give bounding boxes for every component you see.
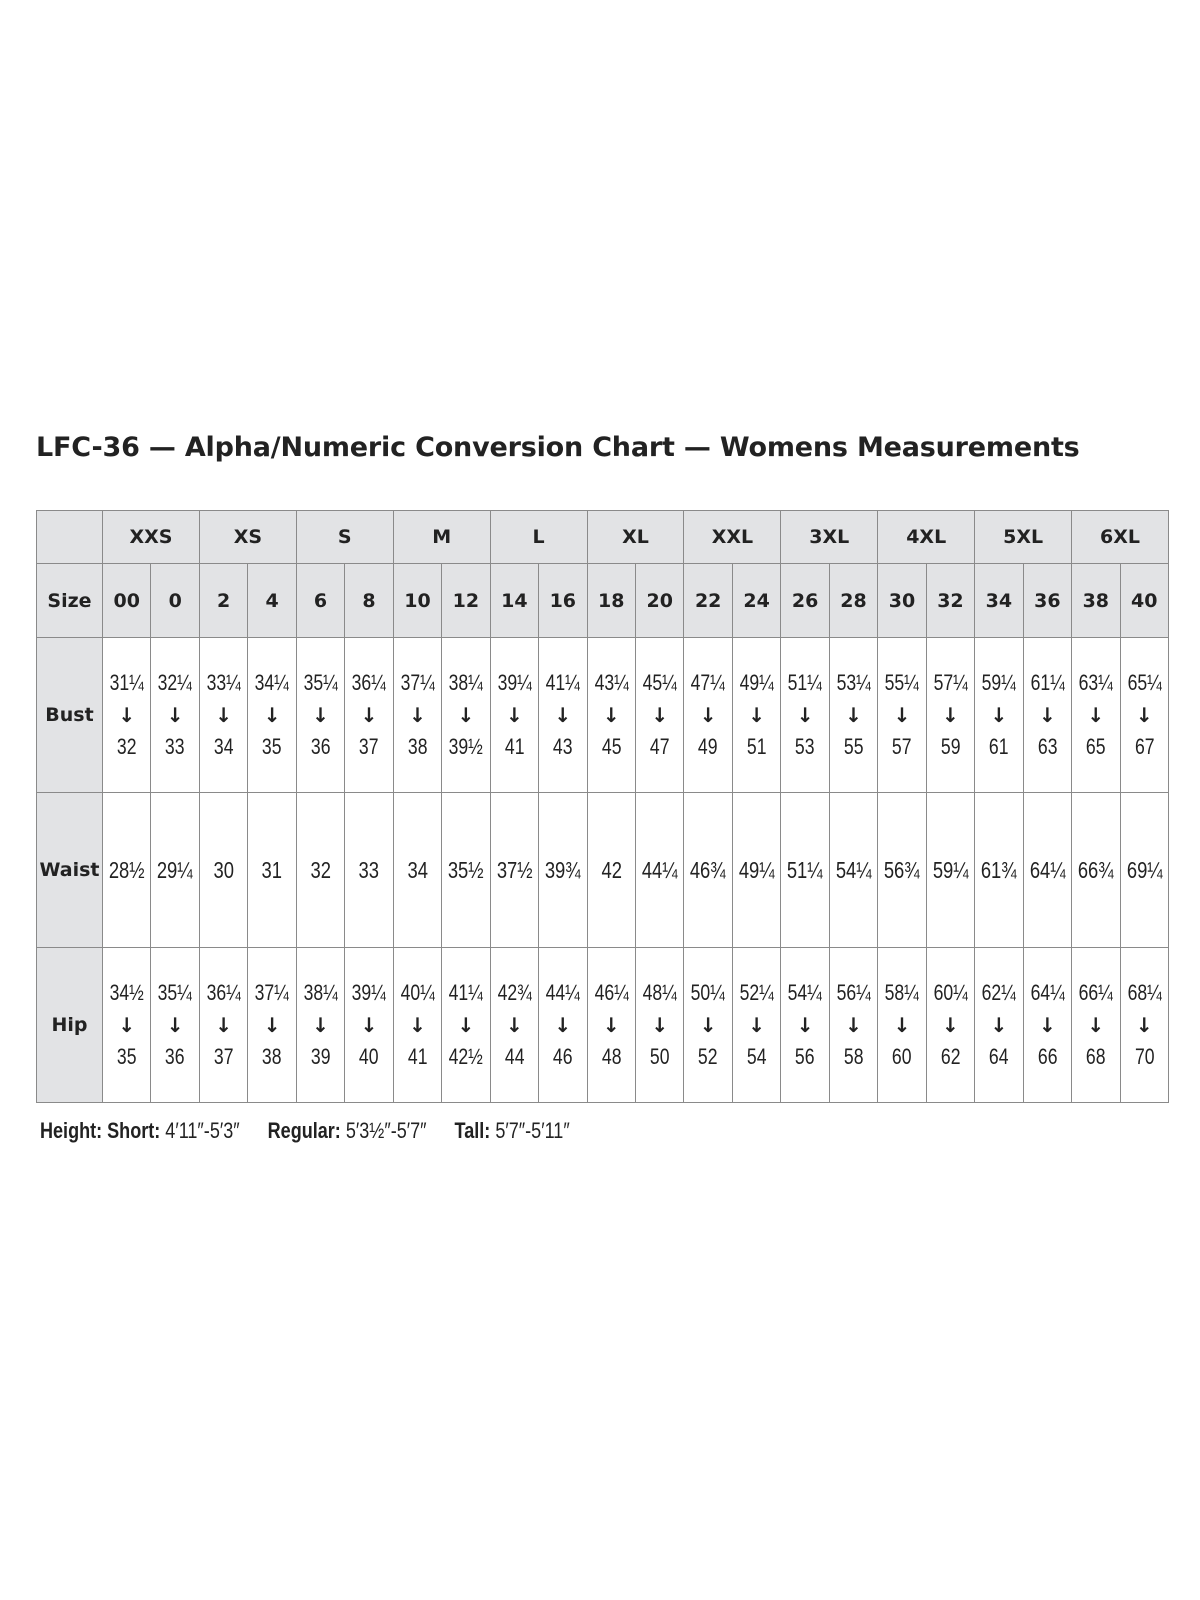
numeric-size-cell: 30 (878, 564, 926, 638)
down-arrow-icon: ↓ (215, 703, 233, 727)
waist-value: 54¼ (835, 857, 872, 883)
chart-title: LFC-36 — Alpha/Numeric Conversion Chart — Womens Measurements (36, 432, 1080, 463)
hip-cell-from: 36¼ (206, 980, 241, 1005)
bust-cell-to: 38 (407, 734, 428, 759)
hip-cell-to: 41 (407, 1044, 428, 1069)
hip-cell-from: 46¼ (594, 980, 629, 1005)
height-tall-label: Tall: (454, 1118, 491, 1143)
alpha-size-cell: 6XL (1072, 511, 1169, 564)
hip-cell (296, 948, 344, 1103)
numeric-size-cell: 14 (490, 564, 538, 638)
bust-cell (781, 638, 829, 793)
bust-cell-to: 55 (843, 734, 864, 759)
down-arrow-icon: ↓ (796, 703, 814, 727)
hip-cell (635, 948, 683, 1103)
waist-cell (151, 793, 199, 948)
bust-cell (878, 638, 926, 793)
hip-cell-from: 52¼ (739, 980, 774, 1005)
bust-cell (587, 638, 635, 793)
hip-cell (345, 948, 393, 1103)
down-arrow-icon: ↓ (360, 1013, 378, 1037)
numeric-size-cell: 36 (1023, 564, 1071, 638)
alpha-size-row (37, 511, 1169, 564)
down-arrow-icon: ↓ (118, 703, 136, 727)
waist-value: 56¾ (884, 857, 920, 883)
height-legend (40, 1118, 570, 1144)
waist-cell (539, 793, 587, 948)
down-arrow-icon: ↓ (796, 1013, 814, 1037)
bust-row (37, 638, 1169, 793)
size-row-label: Size (37, 564, 103, 638)
hip-cell-from: 41¼ (448, 980, 484, 1005)
down-arrow-icon: ↓ (166, 1013, 184, 1037)
bust-cell (539, 638, 587, 793)
waist-cell (393, 793, 441, 948)
down-arrow-icon: ↓ (893, 703, 911, 727)
hip-cell-from: 40¼ (400, 980, 435, 1005)
bust-cell-to: 61 (989, 734, 1009, 759)
numeric-size-cell: 38 (1072, 564, 1120, 638)
down-arrow-icon: ↓ (312, 1013, 329, 1037)
hip-cell (878, 948, 926, 1103)
waist-row (37, 793, 1169, 948)
waist-row-label: Waist (37, 793, 103, 948)
waist-cell (490, 793, 538, 948)
down-arrow-icon: ↓ (118, 1013, 136, 1037)
hip-cell-to: 60 (892, 1044, 912, 1069)
bust-cell-to: 36 (310, 734, 331, 759)
down-arrow-icon: ↓ (942, 1013, 959, 1037)
bust-cell (151, 638, 199, 793)
hip-cell (393, 948, 441, 1103)
bust-cell-to: 49 (698, 734, 718, 759)
bust-cell-from: 63¼ (1078, 670, 1113, 695)
hip-cell-from: 39¼ (351, 980, 387, 1005)
hip-cell (975, 948, 1023, 1103)
down-arrow-icon: ↓ (1087, 703, 1105, 727)
waist-value: 37½ (496, 857, 533, 883)
waist-cell (635, 793, 683, 948)
bust-cell-to: 51 (746, 734, 767, 759)
numeric-size-cell: 20 (635, 564, 683, 638)
hip-cell (151, 948, 199, 1103)
hip-cell-to: 56 (795, 1044, 815, 1069)
hip-cell (199, 948, 247, 1103)
bust-cell-from: 47¼ (691, 670, 726, 695)
waist-cell (1120, 793, 1168, 948)
hip-cell (587, 948, 635, 1103)
waist-cell (684, 793, 732, 948)
waist-value: 35½ (447, 857, 484, 883)
bust-cell-to: 32 (116, 734, 137, 759)
hip-cell-to: 58 (843, 1044, 864, 1069)
hip-cell (490, 948, 538, 1103)
height-regular-label: Regular: (267, 1118, 341, 1143)
numeric-size-cell: 24 (732, 564, 780, 638)
hip-row-label: Hip (37, 948, 103, 1103)
waist-value: 49¼ (738, 857, 775, 883)
waist-cell (926, 793, 974, 948)
hip-cell-to: 39 (310, 1044, 331, 1069)
bust-cell-from: 34¼ (254, 670, 290, 695)
waist-value: 34 (407, 857, 428, 883)
numeric-size-cell: 40 (1120, 564, 1168, 638)
bust-cell-to: 39½ (448, 734, 484, 759)
waist-value: 59¼ (932, 857, 969, 883)
hip-cell-to: 70 (1134, 1044, 1155, 1069)
hip-cell (1072, 948, 1120, 1103)
alpha-size-cell: XXL (684, 511, 781, 564)
hip-cell-from: 66¼ (1078, 980, 1113, 1005)
bust-cell-from: 49¼ (739, 670, 774, 695)
bust-cell-from: 35¼ (303, 670, 338, 695)
hip-cell-to: 54 (746, 1044, 767, 1069)
bust-cell (103, 638, 151, 793)
bust-cell-from: 39¼ (497, 670, 532, 695)
numeric-size-cell: 34 (975, 564, 1023, 638)
waist-cell (248, 793, 296, 948)
waist-value: 29¼ (157, 857, 194, 883)
down-arrow-icon: ↓ (1038, 703, 1056, 727)
waist-cell (732, 793, 780, 948)
hip-cell-to: 68 (1085, 1044, 1106, 1069)
hip-cell-from: 34½ (109, 980, 144, 1005)
alpha-size-cell: XXS (103, 511, 200, 564)
down-arrow-icon: ↓ (699, 1013, 717, 1037)
bust-cell-to: 47 (649, 734, 670, 759)
down-arrow-icon: ↓ (1135, 703, 1153, 727)
waist-value: 31 (261, 857, 283, 883)
corner-cell (37, 511, 103, 564)
bust-row-label: Bust (37, 638, 103, 793)
bust-cell-from: 41¼ (545, 670, 580, 695)
down-arrow-icon: ↓ (845, 1013, 862, 1037)
bust-cell (684, 638, 732, 793)
numeric-size-cell: 16 (539, 564, 587, 638)
numeric-size-cell: 0 (151, 564, 199, 638)
size-conversion-table (36, 510, 1169, 1103)
down-arrow-icon: ↓ (845, 703, 862, 727)
bust-cell (296, 638, 344, 793)
numeric-size-row (37, 564, 1169, 638)
down-arrow-icon: ↓ (1038, 1013, 1056, 1037)
waist-cell (103, 793, 151, 948)
hip-cell-to: 36 (165, 1044, 185, 1069)
bust-cell (1072, 638, 1120, 793)
bust-cell-to: 43 (553, 734, 573, 759)
hip-cell (732, 948, 780, 1103)
bust-cell-from: 31¼ (109, 670, 144, 695)
hip-cell-from: 68¼ (1127, 980, 1162, 1005)
down-arrow-icon: ↓ (990, 1013, 1008, 1037)
bust-cell (490, 638, 538, 793)
down-arrow-icon: ↓ (312, 703, 329, 727)
alpha-size-cell: L (490, 511, 587, 564)
down-arrow-icon: ↓ (893, 1013, 911, 1037)
numeric-size-cell: 22 (684, 564, 732, 638)
bust-cell-to: 33 (165, 734, 185, 759)
waist-value: 33 (358, 857, 380, 883)
bust-cell (829, 638, 877, 793)
bust-cell-from: 59¼ (981, 670, 1017, 695)
numeric-size-cell: 00 (103, 564, 151, 638)
down-arrow-icon: ↓ (748, 1013, 765, 1037)
down-arrow-icon: ↓ (505, 703, 523, 727)
hip-cell (926, 948, 974, 1103)
down-arrow-icon: ↓ (602, 1013, 620, 1037)
height-short-value: 4′11″-5′3″ (165, 1118, 240, 1143)
down-arrow-icon: ↓ (457, 1013, 475, 1037)
down-arrow-icon: ↓ (409, 703, 426, 727)
bust-cell-from: 37¼ (400, 670, 435, 695)
bust-cell (1023, 638, 1071, 793)
bust-cell-to: 67 (1134, 734, 1155, 759)
hip-cell-from: 42¾ (497, 980, 532, 1005)
down-arrow-icon: ↓ (942, 703, 959, 727)
down-arrow-icon: ↓ (554, 1013, 572, 1037)
waist-cell (1023, 793, 1071, 948)
numeric-size-cell: 10 (393, 564, 441, 638)
hip-cell-to: 37 (213, 1044, 234, 1069)
hip-cell-to: 52 (698, 1044, 718, 1069)
down-arrow-icon: ↓ (1135, 1013, 1153, 1037)
alpha-size-cell: S (296, 511, 393, 564)
waist-value: 30 (213, 857, 234, 883)
bust-cell-to: 45 (601, 734, 622, 759)
down-arrow-icon: ↓ (651, 1013, 669, 1037)
bust-cell-to: 34 (213, 734, 234, 759)
bust-cell-to: 63 (1037, 734, 1058, 759)
hip-row (37, 948, 1169, 1103)
waist-value: 69¼ (1126, 857, 1163, 883)
hip-cell-from: 44¼ (545, 980, 580, 1005)
hip-cell-to: 35 (116, 1044, 137, 1069)
alpha-size-cell: XL (587, 511, 684, 564)
down-arrow-icon: ↓ (457, 703, 475, 727)
down-arrow-icon: ↓ (699, 703, 717, 727)
numeric-size-cell: 28 (829, 564, 877, 638)
height-short-label: Height: Short: (40, 1118, 161, 1143)
numeric-size-cell: 32 (926, 564, 974, 638)
hip-cell-from: 50¼ (691, 980, 726, 1005)
hip-cell-from: 38¼ (303, 980, 338, 1005)
down-arrow-icon: ↓ (651, 703, 669, 727)
down-arrow-icon: ↓ (505, 1013, 523, 1037)
waist-cell (781, 793, 829, 948)
waist-value: 61¾ (980, 857, 1017, 883)
hip-cell-from: 58¼ (884, 980, 920, 1005)
bust-cell (248, 638, 296, 793)
hip-cell-to: 50 (649, 1044, 670, 1069)
bust-cell-from: 61¼ (1030, 670, 1065, 695)
bust-cell-from: 43¼ (594, 670, 629, 695)
hip-cell (103, 948, 151, 1103)
alpha-size-cell: XS (199, 511, 296, 564)
waist-value: 42 (601, 857, 622, 883)
down-arrow-icon: ↓ (263, 1013, 281, 1037)
hip-cell-from: 60¼ (933, 980, 968, 1005)
hip-cell-to: 44 (504, 1044, 525, 1069)
hip-cell-to: 40 (359, 1044, 379, 1069)
bust-cell (635, 638, 683, 793)
hip-cell (781, 948, 829, 1103)
down-arrow-icon: ↓ (554, 703, 572, 727)
waist-cell (829, 793, 877, 948)
bust-cell (926, 638, 974, 793)
hip-cell-from: 54¼ (787, 980, 823, 1005)
numeric-size-cell: 12 (442, 564, 490, 638)
hip-cell (539, 948, 587, 1103)
bust-cell (199, 638, 247, 793)
hip-cell (829, 948, 877, 1103)
bust-cell (393, 638, 441, 793)
bust-cell (975, 638, 1023, 793)
waist-value: 64¼ (1029, 857, 1066, 883)
waist-cell (878, 793, 926, 948)
numeric-size-cell: 18 (587, 564, 635, 638)
numeric-size-cell: 26 (781, 564, 829, 638)
bust-cell-to: 37 (359, 734, 379, 759)
bust-cell-from: 51¼ (787, 670, 823, 695)
bust-cell-from: 45¼ (642, 670, 677, 695)
bust-cell (1120, 638, 1168, 793)
bust-cell-from: 57¼ (933, 670, 968, 695)
waist-value: 44¼ (641, 857, 678, 883)
bust-cell-from: 36¼ (351, 670, 387, 695)
hip-cell-from: 62¼ (981, 980, 1017, 1005)
bust-cell-from: 65¼ (1127, 670, 1162, 695)
hip-cell-to: 42½ (448, 1044, 484, 1069)
down-arrow-icon: ↓ (263, 703, 281, 727)
waist-cell (199, 793, 247, 948)
waist-value: 39¾ (544, 857, 581, 883)
bust-cell-from: 38¼ (448, 670, 484, 695)
hip-cell (248, 948, 296, 1103)
hip-cell-from: 35¼ (158, 980, 193, 1005)
bust-cell-to: 57 (892, 734, 912, 759)
waist-cell (442, 793, 490, 948)
bust-cell-to: 53 (795, 734, 815, 759)
down-arrow-icon: ↓ (748, 703, 765, 727)
alpha-size-cell: 4XL (878, 511, 975, 564)
down-arrow-icon: ↓ (602, 703, 620, 727)
bust-cell-from: 32¼ (158, 670, 193, 695)
bust-cell-from: 53¼ (836, 670, 871, 695)
down-arrow-icon: ↓ (215, 1013, 233, 1037)
hip-cell-to: 66 (1037, 1044, 1058, 1069)
bust-cell-to: 59 (940, 734, 961, 759)
bust-cell-from: 33¼ (206, 670, 241, 695)
hip-cell (684, 948, 732, 1103)
waist-value: 51¼ (787, 857, 823, 883)
down-arrow-icon: ↓ (166, 703, 184, 727)
waist-value: 46¾ (690, 857, 727, 883)
alpha-size-cell: 3XL (781, 511, 878, 564)
down-arrow-icon: ↓ (990, 703, 1008, 727)
numeric-size-cell: 6 (296, 564, 344, 638)
bust-cell (345, 638, 393, 793)
hip-cell-to: 48 (601, 1044, 622, 1069)
hip-cell-from: 37¼ (254, 980, 290, 1005)
waist-cell (587, 793, 635, 948)
height-tall-value: 5′7″-5′11″ (495, 1118, 570, 1143)
down-arrow-icon: ↓ (409, 1013, 426, 1037)
hip-cell-from: 64¼ (1030, 980, 1065, 1005)
waist-value: 32 (310, 857, 331, 883)
hip-cell-from: 56¼ (836, 980, 871, 1005)
hip-cell (1023, 948, 1071, 1103)
bust-cell-to: 41 (504, 734, 525, 759)
hip-cell (442, 948, 490, 1103)
hip-cell-to: 38 (262, 1044, 282, 1069)
alpha-size-cell: 5XL (975, 511, 1072, 564)
waist-value: 28½ (108, 857, 145, 883)
bust-cell (442, 638, 490, 793)
hip-cell (1120, 948, 1168, 1103)
waist-cell (345, 793, 393, 948)
waist-cell (1072, 793, 1120, 948)
height-regular-value: 5′3½″-5′7″ (345, 1118, 427, 1143)
hip-cell-from: 48¼ (642, 980, 677, 1005)
waist-cell (975, 793, 1023, 948)
bust-cell-to: 35 (262, 734, 282, 759)
down-arrow-icon: ↓ (1087, 1013, 1105, 1037)
bust-cell-from: 55¼ (884, 670, 920, 695)
waist-cell (296, 793, 344, 948)
numeric-size-cell: 2 (199, 564, 247, 638)
alpha-size-cell: M (393, 511, 490, 564)
bust-cell-to: 65 (1085, 734, 1106, 759)
waist-value: 66¾ (1077, 857, 1114, 883)
numeric-size-cell: 4 (248, 564, 296, 638)
hip-cell-to: 62 (940, 1044, 961, 1069)
down-arrow-icon: ↓ (360, 703, 378, 727)
bust-cell (732, 638, 780, 793)
numeric-size-cell: 8 (345, 564, 393, 638)
hip-cell-to: 64 (989, 1044, 1009, 1069)
hip-cell-to: 46 (553, 1044, 573, 1069)
